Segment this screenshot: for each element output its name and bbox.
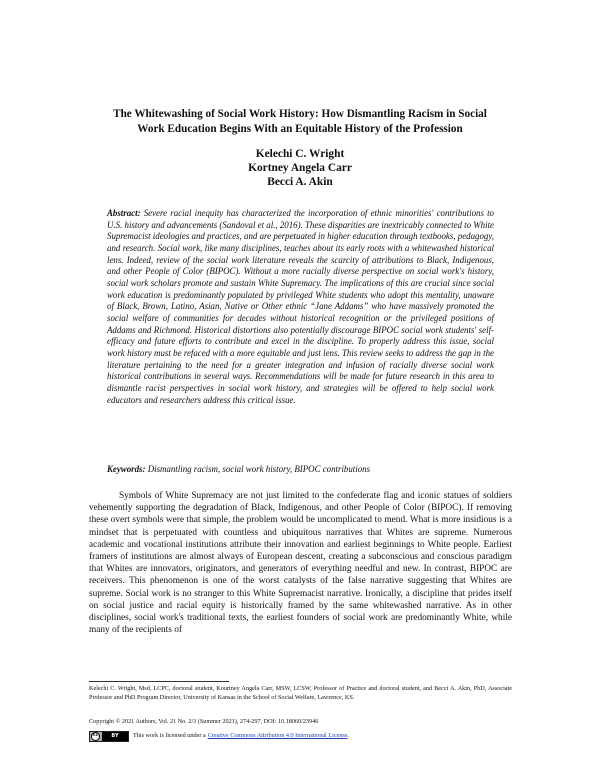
license-row: [89, 730, 512, 742]
author-name: Becci A. Akin: [267, 176, 333, 188]
license-prefix: This work is licensed under a: [133, 732, 206, 739]
keywords-label: Keywords:: [107, 464, 146, 474]
abstract-label: Abstract:: [107, 208, 141, 218]
license-suffix: .: [347, 732, 350, 739]
copyright-line: Copyright © 2021 Authors, Vol. 21 No. 2/3 (Summer 2021), 274-297, DOI: 10.18060/23946: [89, 718, 319, 725]
body-paragraph: Symbols of White Supremacy are not just limited to the confederate flag and iconic statues of soldiers vehemently supporting the degradation of Black, Indigenous, and other People of Color (BIPOC). If removing these overt symbols were that simple, the problem would be uncomplicated to mend. What is more insidious is a mindset that is perpetuated with countless and ubiquitous narratives that Whites are supreme. Numerous academic and vocational institutions attribute their innovation and earliest beginnings to White people. Earliest framers of institutions are almost always of European descent, creating a subconscious and conscious paradigm that Whites are innovators, originators, and generators of everything needful and new. In contrast, BIPOC are receivers. This phenomenon is one of the worst catalysts of the false narrative suggesting that Whites are supreme. Social work is no stranger to this White Supremacist narrative. Ironically, a discipline that prides itself on social justice and racial equity is historically framed by the same whitewashed narrative. As in other disciplines, social work's traditional texts, the earliest founders of social work are predominantly White, while many of the recipients of: [89, 491, 512, 636]
author-footnote: Kelechi C. Wright, Msd, LCPC, doctoral student, Kourtney Angela Carr, MSW, LCSW, Professor of Practice and doctoral student, and Becci A. Akin, PhD, Associate Professor and PhD Program Director, University of Kansas in the School of Social Welfare, Lawrence, KS.: [89, 685, 512, 701]
author-list: [150, 147, 450, 189]
abstract: [107, 208, 494, 406]
author-name: Kelechi C. Wright: [255, 148, 345, 160]
keywords: [107, 464, 494, 476]
license-link[interactable]: Creative Commons Attribution 4.0 International License: [207, 732, 348, 739]
keywords-text: Dismantling racism, social work history, BIPOC contributions: [147, 464, 371, 474]
abstract-text: Severe racial inequity has characterized the incorporation of ethnic minorities' contributions to U.S. history and advancements (Sandoval et al., 2016). These disparities are inextricably connected to White Supremacist ideologies and practices, and are perpetuated in higher education through textbooks, pedagogy, and research. Social work, like many disciplines, teaches about its early roots with a whitewashed historical lens. Indeed, review of the social work literature reveals the scarcity of attributions to Black, Indigenous, and other People of Color (BIPOC). Without a more racially diverse perspective on social work's history, social work scholars promote and sustain White Supremacy. The implications of this are crucial since social work education is predominantly populated by privileged White students who adopt this mentality, unaware of Black, Brown, Latino, Asian, Native or Other ethnic “Jane Addams” who have massively promoted the social welfare of communities for decades without historical recognition or the privileged positions of Addams and Richmond. Historical distortions also potentially discourage BIPOC social work students' self-efficacy and future efforts to contribute and excel in the discipline. To properly address this issue, social work history must be refaced with a more equitable and just lens. This review seeks to address the gap in the literature pertaining to the need for a greater integration and infusion of racially diverse social work historical contributions in several ways. Recommendations will be made for future research in this area to dismantle racist perspectives in social work history, and strategies will be offered to help social work educators and researchers address this critical issue.: [107, 208, 494, 405]
article-title: The Whitewashing of Social Work History: How Dismantling Racism in Social Work Education Begins With an Equitable History of the Profession: [113, 108, 487, 135]
author-name: Kortney Angela Carr: [248, 162, 352, 174]
cc-by-label: BY: [102, 732, 128, 741]
cc-by-badge-icon[interactable]: [89, 731, 129, 742]
footnote-divider: [89, 681, 229, 682]
cc-logo-icon: cc: [91, 732, 100, 741]
